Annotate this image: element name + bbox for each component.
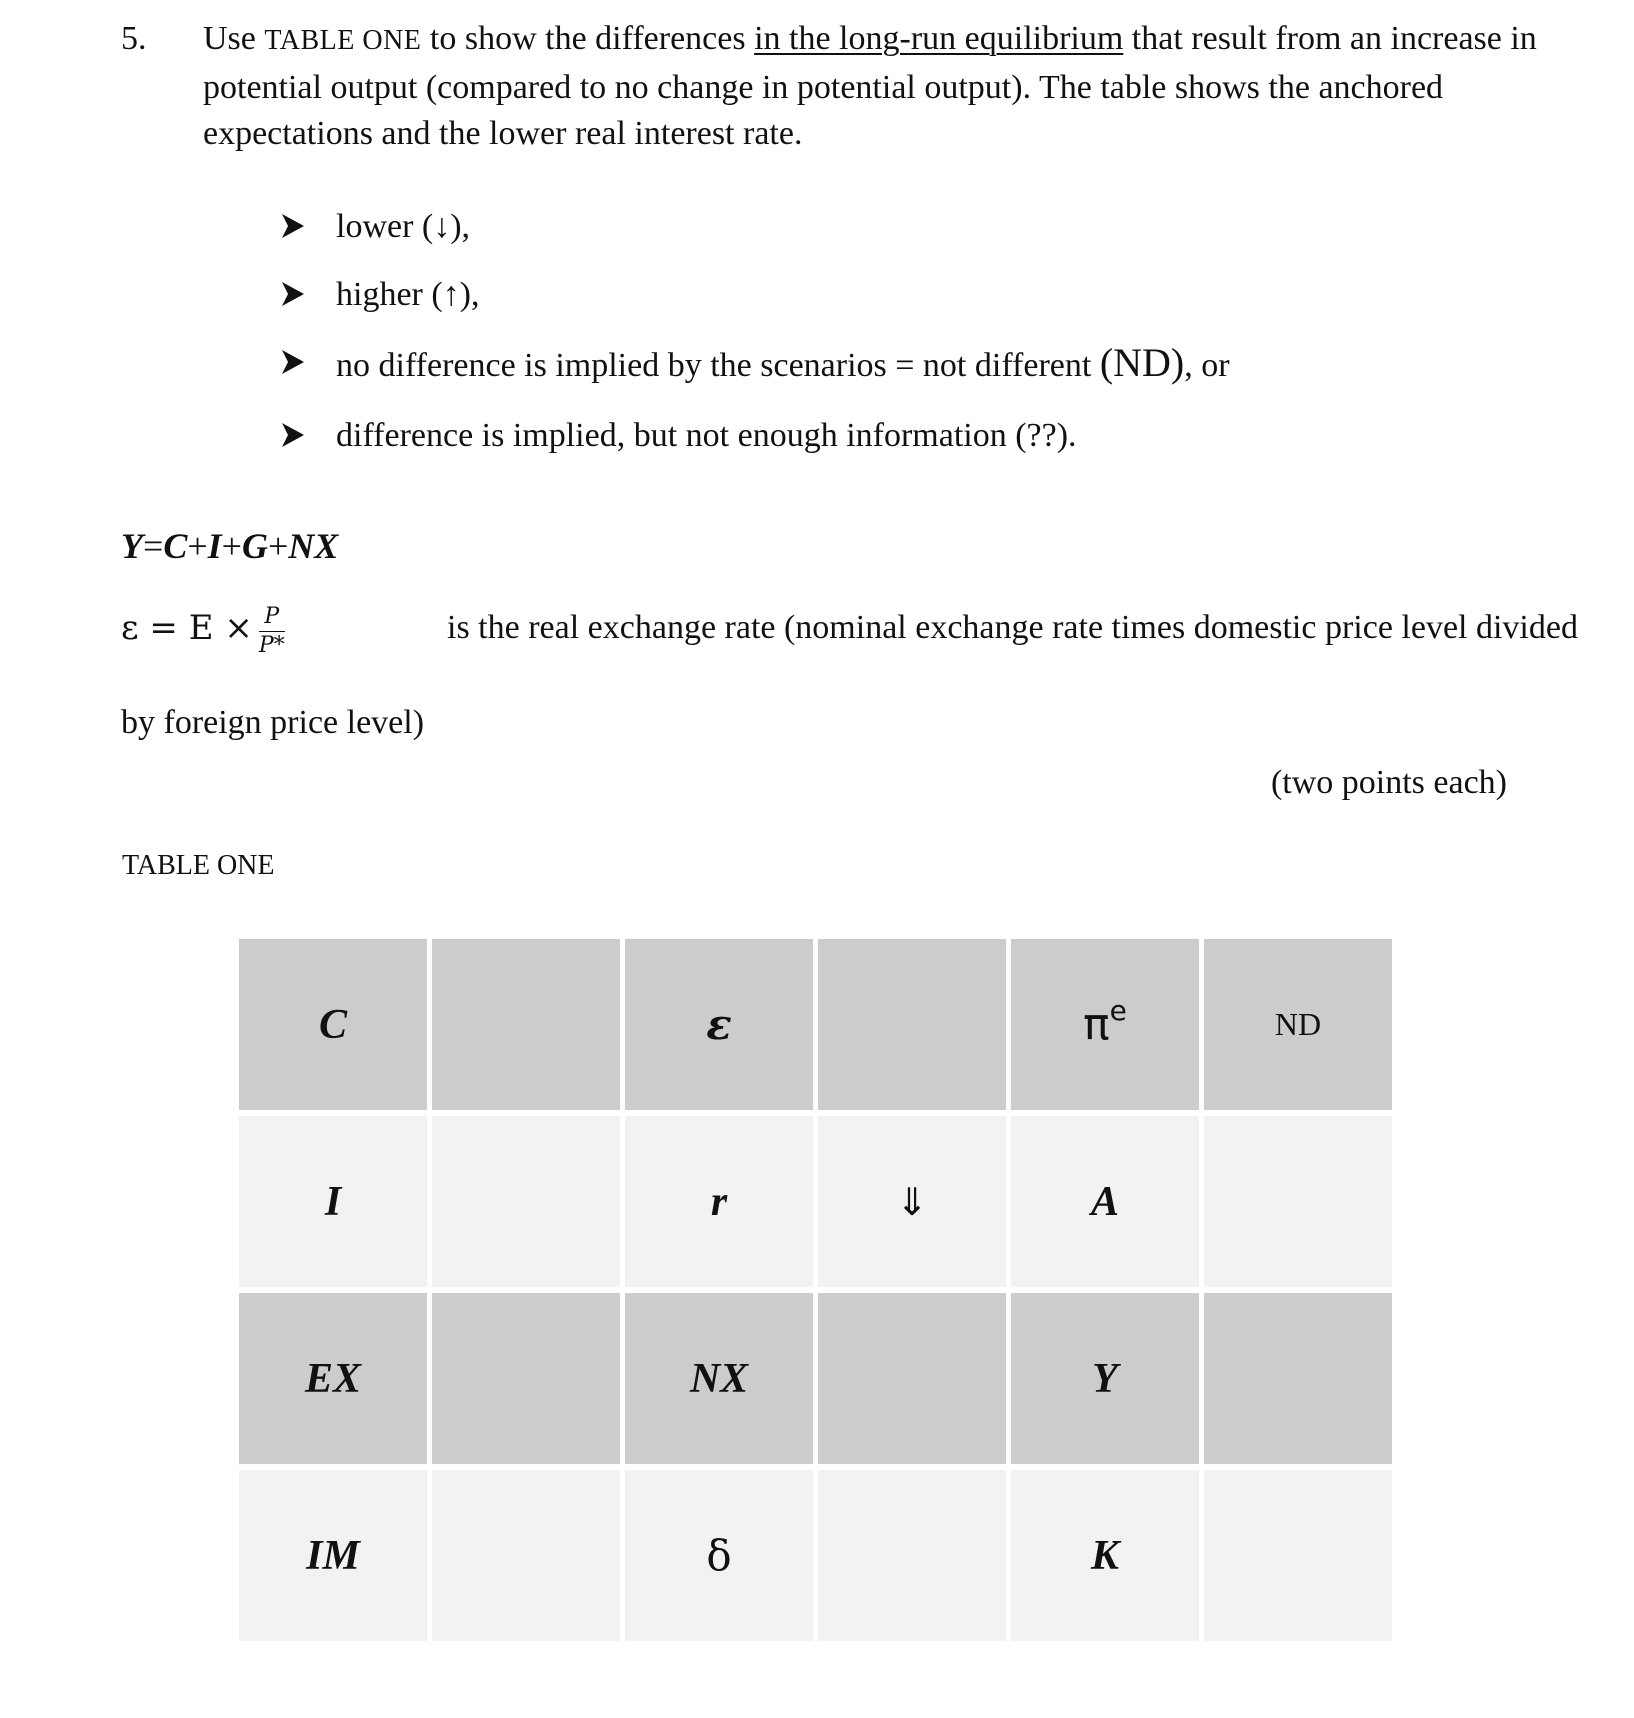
table-cell-label: ND [1274,1006,1322,1042]
table-cell-label: δ [706,1531,732,1580]
table-cell-label: ε [706,1000,732,1049]
equation-gdp-identity [121,522,338,570]
question-text-part1: to show the differences [429,20,746,57]
arrowhead-bullet-icon [282,350,304,374]
table-cell-r4-c2[interactable] [432,1470,620,1641]
table-cell-r4-c6[interactable] [1204,1470,1392,1641]
eq-plus: + [221,526,242,566]
question-number: 5. [121,20,147,57]
option-lower-text: lower (↓), [336,208,471,245]
question-text [203,16,1543,158]
arrowhead-bullet-icon [282,423,304,447]
table-cell-r3-c2[interactable] [432,1293,620,1464]
points-note: (two points each) [1270,764,1507,801]
table-cell-label: π [1083,999,1110,1051]
eq-c: C [163,526,188,566]
table-cell-label: A [1090,1178,1119,1225]
table-cell-label: EX [304,1355,362,1402]
option-higher-text: higher (↑), [336,276,480,313]
arrowhead-bullet-icon [282,214,304,238]
underlined-phrase: in the long-run equilibrium [754,20,1124,57]
option-not-enough-info [282,413,1230,459]
fraction-denominator: P* [258,632,285,658]
eq-i: I [207,526,222,566]
table-cell-r3-c1 [239,1293,427,1464]
table-cell-r3-c4[interactable] [818,1293,1006,1464]
table-cell-r2-c2[interactable] [432,1116,620,1287]
option-not-enough-info-text: difference is implied, but not enough information (??). [336,417,1077,454]
table-cell-r3-c6[interactable] [1204,1293,1392,1464]
option-no-difference [282,340,1230,389]
eq2-lhs: ε = E × [121,608,253,648]
pi-expected-symbol [1083,994,1127,1051]
eq-nx: NX [288,526,339,566]
table-cell-r4-c5 [1011,1470,1199,1641]
table-cell-r1-c6 [1204,939,1392,1110]
option-lower [282,204,1230,250]
table-cell-r1-c5 [1011,939,1199,1110]
table-cell-label: NX [689,1355,749,1402]
table-cell-r3-c5 [1011,1293,1199,1464]
table-cell-r4-c1 [239,1470,427,1641]
eq2-description-continued: by foreign price level) [121,704,425,741]
table-cell-r1-c1 [239,939,427,1110]
table-reference: TABLE ONE [264,25,422,56]
table-cell-label: r [710,1178,728,1225]
table-cell-label: Y [1092,1355,1118,1402]
table-cell-r3-c3 [625,1293,813,1464]
table-cell-r1-c2[interactable] [432,939,620,1110]
equation-real-exchange-rate [121,603,1578,658]
table-cell-label: ⇓ [896,1179,928,1224]
answer-options-list [282,204,1230,459]
table-cell-label: C [318,1001,347,1048]
table-cell-r2-c6[interactable] [1204,1116,1392,1287]
table-cell-r2-c5 [1011,1116,1199,1287]
option-higher [282,272,1230,318]
eq-equals: = [143,526,164,566]
table-cell-label: K [1090,1532,1119,1579]
table-cell-r4-c3 [625,1470,813,1641]
option-no-difference-tail: , or [1184,347,1230,384]
price-ratio-fraction [259,605,285,658]
question-text-part2: that result from an increase in potential output (compared to no change in potential output). The table shows the anchored expectations and the lower real interest rate. [203,20,1537,152]
table-cell-label: I [324,1178,342,1225]
eq-y: Y [121,526,143,566]
answer-table [239,939,1392,1641]
arrowhead-bullet-icon [282,282,304,306]
table-cell-r2-c4 [818,1116,1006,1287]
question-text-use: Use [203,20,256,57]
table-cell-label: IM [306,1532,360,1579]
option-nd-abbrev: (ND) [1099,340,1185,385]
table-cell-r1-c3 [625,939,813,1110]
table-cell-r4-c4[interactable] [818,1470,1006,1641]
eq-plus: + [187,526,208,566]
superscript-e: e [1109,994,1127,1028]
table-cell-r2-c3 [625,1116,813,1287]
fraction-numerator: P [259,605,285,632]
eq-g: G [241,526,268,566]
eq2-description: is the real exchange rate (nominal exchange rate times domestic price level divided [447,609,1578,646]
option-no-difference-text: no difference is implied by the scenarios = not different [336,347,1092,384]
table-title: TABLE ONE [122,850,275,881]
table-cell-r2-c1 [239,1116,427,1287]
eq-plus: + [267,526,289,566]
table-cell-r1-c4[interactable] [818,939,1006,1110]
